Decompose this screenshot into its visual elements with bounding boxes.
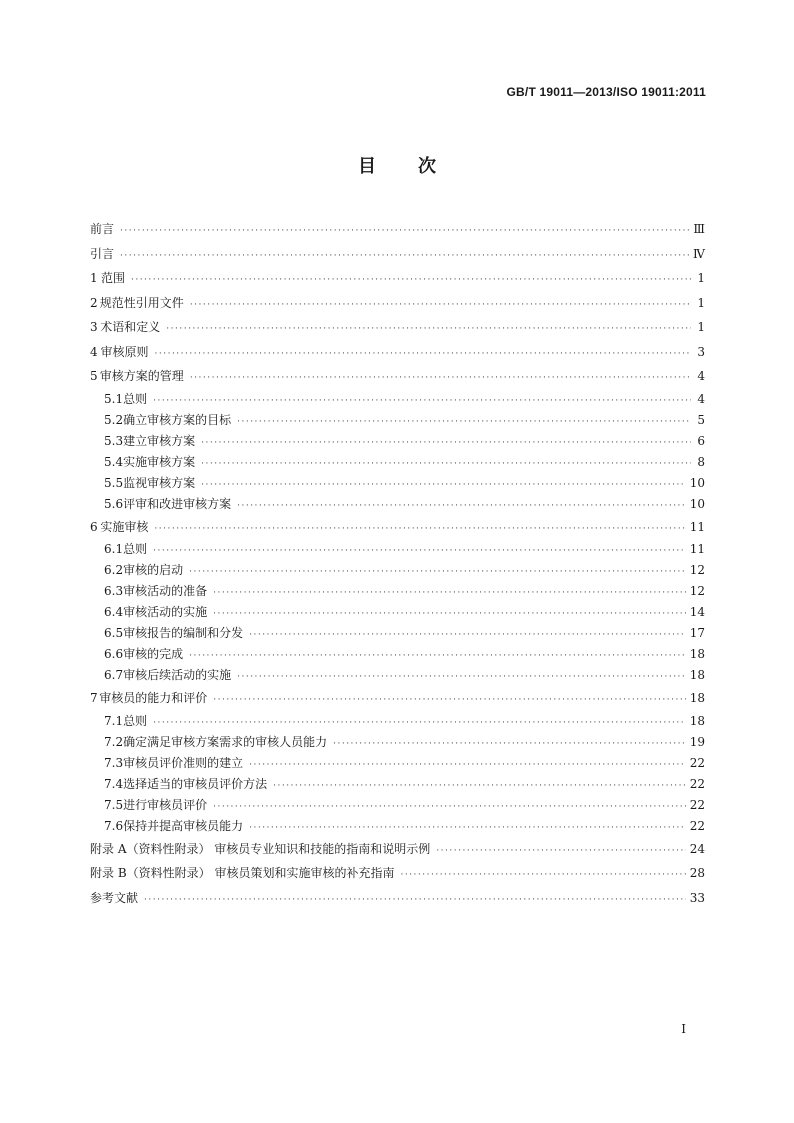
toc-entry-title: 附录 A（资料性附录） 审核员专业知识和技能的指南和说明示例: [90, 841, 431, 856]
toc-entry-page: 11: [689, 519, 705, 534]
toc-entry-title: 参考文献: [90, 890, 139, 905]
dot-leader: [153, 391, 691, 412]
dot-leader: [201, 433, 691, 454]
toc-entry[interactable]: [90, 364, 705, 389]
toc-entry[interactable]: [90, 816, 705, 837]
toc-entry[interactable]: [90, 340, 705, 365]
toc-entry-title: 评审和改进审核方案: [123, 496, 232, 511]
toc-entry-title: 总则: [123, 542, 148, 556]
toc-entry[interactable]: [90, 732, 705, 753]
toc-entry-page: 4: [697, 369, 705, 383]
toc-entry-number: 1: [90, 271, 98, 285]
toc-entry[interactable]: [90, 644, 705, 665]
toc-entry-number: 7: [90, 691, 98, 705]
toc-entry-number: 7.1: [104, 713, 124, 728]
toc-entry-title: 确定满足审核方案需求的审核人员能力: [123, 734, 328, 749]
toc-entry-number: 6.1: [104, 542, 124, 556]
toc-entry-title: 总则: [123, 713, 148, 728]
dot-leader: [131, 268, 691, 293]
toc-entry[interactable]: [90, 515, 705, 540]
toc-entry[interactable]: [90, 886, 705, 911]
toc-entry[interactable]: [90, 774, 705, 795]
toc-entry-title: 审核原则: [100, 344, 149, 359]
toc-entry-title: 术语和定义: [100, 320, 161, 334]
table-of-contents: [90, 217, 705, 910]
toc-entry-number: 7.5: [104, 797, 124, 812]
toc-entry[interactable]: [90, 291, 705, 316]
dot-leader: [249, 625, 686, 646]
toc-entry[interactable]: [90, 494, 705, 515]
toc-entry-title: 审核活动的准备: [123, 584, 208, 598]
page-number: Ⅰ: [681, 1022, 686, 1036]
toc-entry-number: 6.4: [104, 605, 124, 619]
toc-entry-page: Ⅲ: [693, 222, 705, 236]
toc-entry[interactable]: [90, 837, 705, 862]
toc-entry-page: 4: [697, 391, 705, 406]
toc-entry-title: 前言: [90, 222, 115, 236]
toc-entry-number: 5: [90, 369, 98, 383]
toc-entry[interactable]: [90, 410, 705, 431]
dot-leader: [201, 475, 686, 496]
toc-entry-title: 实施审核方案: [123, 454, 196, 469]
toc-entry-number: 2: [90, 295, 98, 310]
toc-entry-page: 22: [689, 797, 705, 812]
toc-entry-number: 7.4: [104, 776, 124, 791]
toc-entry-number: 6: [90, 519, 98, 534]
toc-entry-title: 审核活动的实施: [123, 605, 208, 619]
toc-entry-page: 18: [689, 713, 705, 728]
toc-entry[interactable]: [90, 623, 705, 644]
toc-entry-number: 6.6: [104, 647, 124, 661]
toc-entry-page: 1: [697, 320, 705, 334]
dot-leader: [189, 646, 686, 667]
toc-entry[interactable]: [90, 431, 705, 452]
toc-entry[interactable]: [90, 665, 705, 686]
toc-entry[interactable]: [90, 795, 705, 816]
dot-leader: [237, 496, 686, 517]
toc-entry[interactable]: [90, 686, 705, 711]
toc-entry[interactable]: [90, 560, 705, 581]
toc-entry-title: 审核方案的管理: [99, 369, 184, 383]
dot-leader: [213, 604, 686, 625]
toc-entry-page: 18: [689, 668, 705, 682]
toc-entry-page: Ⅳ: [693, 246, 705, 261]
toc-entry-number: 6.2: [104, 563, 124, 577]
toc-entry-title: 选择适当的审核员评价方法: [123, 776, 268, 791]
toc-entry-page: 10: [689, 475, 705, 490]
toc-entry-title: 保持并提高审核员能力: [123, 818, 244, 833]
toc-entry-page: 1: [697, 295, 705, 310]
toc-entry-page: 12: [689, 584, 705, 598]
toc-entry[interactable]: [90, 473, 705, 494]
toc-entry-number: 6.3: [104, 584, 124, 598]
page-title: 目次: [358, 156, 478, 177]
toc-entry-page: 22: [689, 776, 705, 791]
dot-leader: [120, 244, 689, 269]
toc-entry-page: 22: [689, 755, 705, 770]
toc-entry-number: 4: [90, 344, 98, 359]
toc-entry-page: 22: [689, 818, 705, 833]
toc-entry-number: 3: [90, 320, 98, 334]
toc-entry[interactable]: [90, 315, 705, 340]
toc-entry-title: 审核员评价准则的建立: [123, 755, 244, 770]
dot-leader: [144, 888, 686, 913]
toc-entry-page: 19: [689, 734, 705, 749]
dot-leader: [333, 734, 686, 755]
toc-entry-title: 建立审核方案: [123, 433, 196, 448]
toc-entry-number: 6.7: [104, 668, 124, 682]
dot-leader: [201, 454, 691, 475]
dot-leader: [189, 562, 686, 583]
toc-entry-page: 5: [697, 412, 705, 427]
toc-entry-title: 审核的完成: [123, 647, 184, 661]
standard-code-header: GB/T 19011—2013/ISO 19011:2011: [506, 85, 706, 99]
dot-leader: [213, 583, 686, 604]
toc-entry-number: 7.3: [104, 755, 124, 770]
toc-entry-page: 18: [689, 691, 705, 705]
toc-entry-page: 6: [697, 433, 705, 448]
toc-entry-page: 18: [689, 647, 705, 661]
toc-entry-number: 5.2: [104, 412, 124, 427]
toc-entry[interactable]: [90, 753, 705, 774]
toc-entry-title: 范围: [100, 271, 125, 285]
toc-entry-number: 5.3: [104, 433, 124, 448]
toc-entry-page: 10: [689, 496, 705, 511]
dot-leader: [155, 342, 692, 367]
toc-entry[interactable]: [90, 242, 705, 267]
dot-leader: [153, 713, 686, 734]
toc-entry[interactable]: [90, 581, 705, 602]
toc-entry-title: 实施审核: [100, 519, 149, 534]
dot-leader: [249, 818, 686, 839]
toc-entry-page: 12: [689, 563, 705, 577]
toc-entry-title: 规范性引用文件: [99, 295, 184, 310]
toc-entry-page: 33: [689, 890, 705, 905]
toc-entry-title: 审核的启动: [123, 563, 184, 577]
toc-entry-title: 总则: [123, 391, 148, 406]
toc-entry-page: 11: [689, 542, 705, 556]
dot-leader: [400, 863, 685, 888]
toc-entry[interactable]: [90, 711, 705, 732]
toc-entry-page: 8: [697, 454, 705, 469]
toc-entry-page: 17: [689, 626, 705, 640]
toc-entry-title: 审核员的能力和评价: [99, 691, 208, 705]
toc-entry-number: 5.6: [104, 496, 124, 511]
dot-leader: [436, 839, 685, 864]
toc-entry-title: 审核后续活动的实施: [123, 668, 232, 682]
toc-entry-number: 5.4: [104, 454, 124, 469]
toc-entry-number: 7.2: [104, 734, 124, 749]
dot-leader: [154, 517, 685, 542]
toc-entry[interactable]: [90, 539, 705, 560]
dot-leader: [249, 755, 686, 776]
toc-entry-page: 14: [689, 605, 705, 619]
toc-entry-page: 28: [689, 866, 705, 880]
toc-entry[interactable]: [90, 389, 705, 410]
dot-leader: [237, 667, 686, 688]
toc-entry-page: 1: [697, 271, 705, 285]
toc-entry-title: 进行审核员评价: [123, 797, 208, 812]
toc-entry-number: 7.6: [104, 818, 124, 833]
toc-entry-title: 确立审核方案的目标: [123, 412, 232, 427]
dot-leader: [213, 797, 686, 818]
toc-entry[interactable]: [90, 602, 705, 623]
toc-entry[interactable]: [90, 452, 705, 473]
dot-leader: [273, 776, 686, 797]
dot-leader: [120, 219, 689, 244]
toc-entry[interactable]: [90, 861, 705, 886]
dot-leader: [237, 412, 691, 433]
toc-entry[interactable]: [90, 217, 705, 242]
dot-leader: [190, 366, 691, 391]
toc-entry-number: 6.5: [104, 626, 124, 640]
toc-entry-page: 3: [697, 344, 705, 359]
toc-entry-title: 监视审核方案: [123, 475, 196, 490]
toc-entry-title: 附录 B（资料性附录） 审核员策划和实施审核的补充指南: [90, 866, 395, 880]
toc-entry-title: 引言: [90, 246, 115, 261]
dot-leader: [213, 688, 685, 713]
toc-entry-number: 5.1: [104, 391, 124, 406]
toc-entry-page: 24: [689, 841, 705, 856]
dot-leader: [190, 293, 691, 318]
toc-entry-title: 审核报告的编制和分发: [123, 626, 244, 640]
dot-leader: [153, 541, 686, 562]
toc-entry-number: 5.5: [104, 475, 124, 490]
dot-leader: [166, 317, 691, 342]
toc-entry[interactable]: [90, 266, 705, 291]
